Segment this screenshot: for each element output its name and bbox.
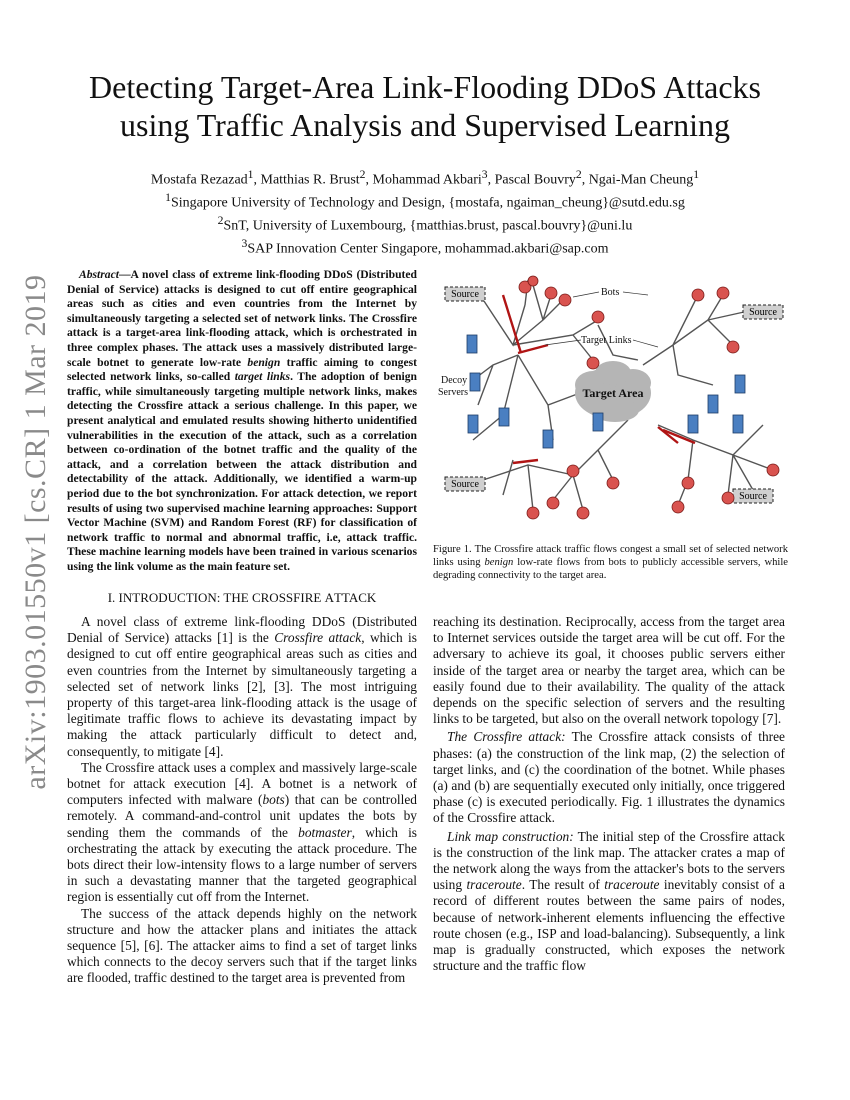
network-diagram [433, 265, 788, 535]
affiliation: $^2$SnT, University of Luxembourg, {matthias.brust, pascal.bouvry}@uni.lu [217, 214, 633, 234]
left-column [67, 614, 417, 987]
right-column [433, 614, 785, 974]
author-list: Mostafa Rezazad$^1$, Matthias R. Brust$^2$, Mohammad Akbari$^3$, Pascal Bouvry$^2$, Ngai-Man Cheung$^1$ [150, 168, 700, 188]
paragraph: The Crossfire attack: The Crossfire attack consists of three phases: (a) the construction of the link map, (2) the selection of target links, and (c) the coordination of the botnet. While phases (a) and (b) are sequentially executed only initially, once triggered phase (c) is executed periodically. Fig. 1 illustrates the dynamics of the Crossfire attack. [433, 729, 785, 826]
svg-text:Source: Source [749, 307, 777, 318]
author-name: Mostafa Rezazad [150, 172, 248, 188]
paragraph: The success of the attack depends highly on the network structure and how the attacker plans and initiates the attack sequence [5], [6]. The attacker aims to find a set of target links which connects to the decoy servers such that if the target links are flooded, traffic destined to the target area is prevented from [67, 905, 417, 986]
svg-text:Source: Source [451, 289, 479, 300]
svg-text:Source: Source [739, 491, 767, 502]
servers-label: Servers [438, 387, 468, 398]
author-name: Ngai-Man Cheung [588, 172, 694, 188]
crossfire-figure [433, 265, 788, 535]
figure-caption: Figure 1. The Crossfire attack traffic flows congest a small set of selected network links using benign low-rate flows from bots to publicly accessible servers, while degrading connectivity to the target area. [433, 544, 788, 581]
section-heading: I. INTRODUCTION: THE CROSSFIRE ATTACK [107, 590, 377, 605]
arxiv-stamp: arXiv:1903.01550v1 [cs.CR] 1 Mar 2019 [19, 274, 52, 790]
affiliation: $^3$SAP Innovation Center Singapore, mohammad.akbari@sap.com [241, 237, 609, 258]
author-name: Matthias R. Brust [260, 172, 360, 188]
target-links-label: Target Links [581, 335, 632, 346]
title-line-1: Detecting Target-Area Link-Flooding DDoS Attacks [89, 69, 761, 105]
author-name: Mohammad Akbari [372, 172, 482, 188]
paper-title [0, 68, 850, 144]
author-block [0, 166, 850, 259]
svg-text:Target Area: Target Area [582, 386, 644, 400]
abstract-label: Abstract [79, 268, 119, 281]
target-area-cloud [575, 361, 651, 422]
paragraph: A novel class of extreme link-flooding DDoS (Distributed Denial of Service) attacks [1] is the Crossfire attack, which is designed to cut off entire geographical areas such as cities and even countries from the Internet by simultaneously targeting a selected set of network links [2], [3]. The most intriguing property of this target-area link-flooding attack is the usage of legitimate traffic flows to achieve its devastating impact by making the attack particularly difficult to detect and, consequently, to mitigate [4]. [67, 614, 417, 759]
author-name: Pascal Bouvry [494, 172, 576, 188]
svg-text:Source: Source [451, 479, 479, 490]
paragraph: The Crossfire attack uses a complex and massively large-scale botnet for attack execution [4]. A botnet is a network of computers infected with malware (bots) that can be controlled remotely. A command-and-control unit updates the bots by sending them the commands of the botmaster, which is orchestrating the attack by executing the attack procedure. The bots direct their low-intensity flows to a large number of servers in such a devastating manner that the targeted geographical region is essentially cut off from the Internet. [67, 759, 417, 905]
abstract: Abstract—A novel class of extreme link-flooding DDoS (Distributed Denial of Service) attacks is designed to cut off entire geographical areas such as cities and even countries from the Internet by simultaneously targeting a selected set of network links. The Crossfire attack is a target-area link-flooding attack, which is orchestrated in three complex phases. The attack uses a massively distributed large-scale botnet to generate low-rate benign traffic aiming to congest selected network links, so-called target links. The adoption of benign traffic, while simultaneously targeting multiple network links, makes detecting the Crossfire attack a serious challenge. In this paper, we present analytical and emulated results showing hitherto unidentified vulnerabilities in the execution of the attack, such as a correlation between co-ordination of the botnet traffic and the quality of the attack, and a correlation between the attack distribution and detectability of the attack. Additionally, we identified a warm-up period due to the bot synchronization. For attack detection, we report results of using two supervised machine learning approaches: Support Vector Machine (SVM) and Random Forest (RF) for classification of network traffic to normal and abnormal traffic, i.e, attack traffic. These machine learning models have been trained in various scenarios using the link volume as the main feature set. [67, 268, 418, 573]
bots-label: Bots [601, 287, 620, 298]
paragraph: Link map construction: The initial step of the Crossfire attack is the construction of the link map. The attacker crates a map of the network along the ways from the attacker's bots to the servers using traceroute. The result of traceroute inevitably consist of a record of different routes between the same pairs of nodes, because of network-inherent elements influencing the effective route chosen (e.g., ISP and load-balancing). Subsequently, a link map is gradually constructed, which exposes the network structure and the traffic flow [433, 828, 786, 974]
title-line-2: using Traffic Analysis and Supervised Learning [119, 107, 730, 143]
affiliation: $^1$Singapore University of Technology and Design, {mostafa, ngaiman_cheung}@sutd.edu.sg [165, 191, 685, 211]
paragraph: reaching its destination. Reciprocally, access from the target area to Internet services outside the target area will be cut off. For the adversary to achieve its goal, it chooses public servers either inside of the target area or nearby the target area, which can be easily found due to their availability. The quality of the attack depends on the specific selection of servers and the resulting links to be targeted, but also on the overall network topology [7]. [433, 614, 785, 727]
decoy-label: Decoy [441, 375, 468, 386]
